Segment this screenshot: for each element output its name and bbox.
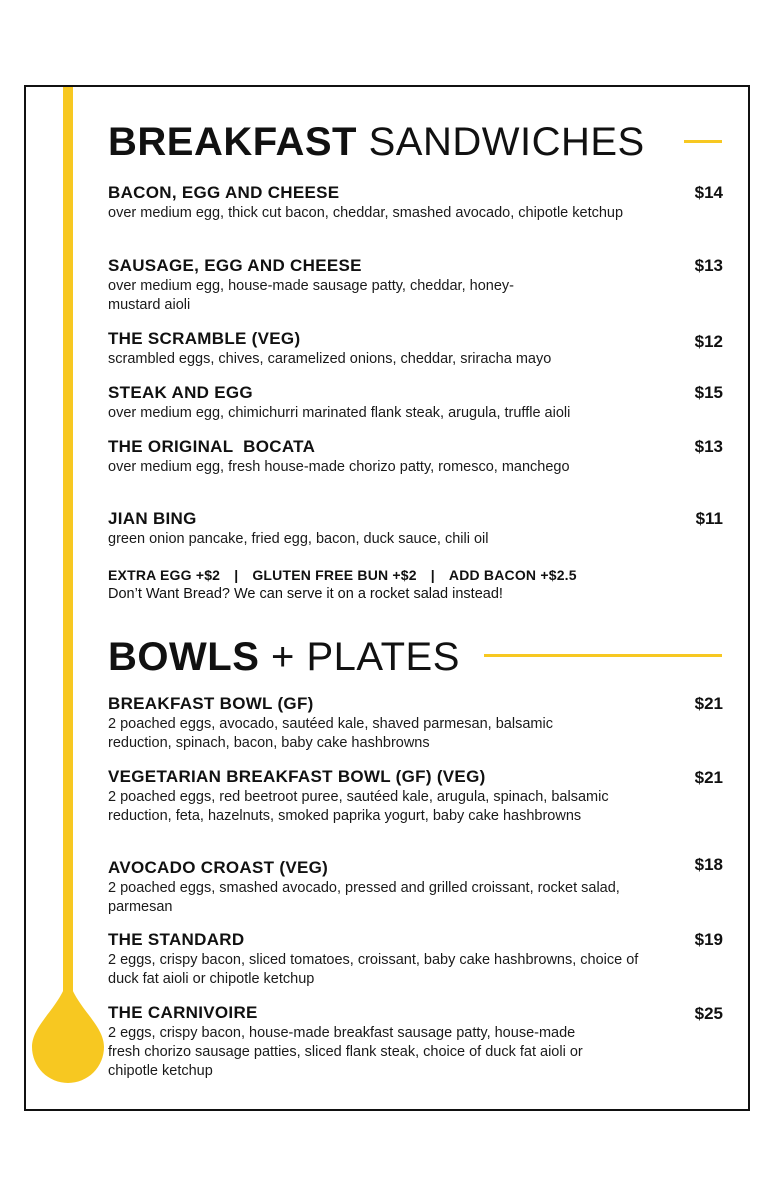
menu-item	[108, 855, 723, 917]
item-description: scrambled eggs, chives, caramelized onions, cheddar, sriracha mayo	[108, 351, 552, 367]
menu-item	[108, 183, 723, 223]
extra-option: ADD BACON +$2.5	[448, 567, 577, 583]
section-title-bowls-plates	[108, 637, 460, 677]
item-description: over medium egg, house-made sausage patty, cheddar, honey-mustard aioli	[108, 278, 514, 313]
section-title-bold: BREAKFAST	[108, 120, 357, 164]
extras-note: Don’t Want Bread? We can serve it on a rocket salad instead!	[108, 586, 503, 602]
menu-item	[108, 767, 723, 826]
item-name: STEAK AND EGG	[108, 383, 253, 402]
item-description: 2 poached eggs, smashed avocado, pressed and grilled croissant, rocket salad, parmesan	[108, 880, 620, 915]
yellow-drip-drop-icon	[32, 975, 104, 1083]
menu-item	[108, 509, 723, 549]
item-name: JIAN BING	[108, 509, 197, 528]
section-title-breakfast-sandwiches	[108, 122, 645, 162]
yellow-drip-line	[63, 87, 73, 1002]
menu-item	[108, 329, 723, 369]
item-name: AVOCADO CROAST (VEG)	[108, 858, 329, 877]
item-price: $12	[694, 332, 723, 351]
item-name: THE ORIGINAL BOCATA	[108, 437, 316, 456]
extras-separator: |	[430, 567, 435, 583]
extra-option: EXTRA EGG +$2	[108, 567, 221, 583]
item-price: $21	[694, 768, 723, 787]
menu-item	[108, 256, 723, 315]
item-name: THE SCRAMBLE (VEG)	[108, 329, 301, 348]
extra-option: GLUTEN FREE BUN +$2	[252, 567, 417, 583]
item-price: $19	[694, 930, 723, 949]
item-description: 2 poached eggs, red beetroot puree, sautéed kale, arugula, spinach, balsamic reduction, feta, hazelnuts, smoked paprika yogurt, baby cake hashbrowns	[108, 789, 609, 824]
item-price: $15	[694, 383, 723, 402]
item-description: 2 eggs, crispy bacon, sliced tomatoes, croissant, baby cake hashbrowns, choice of duck fat aioli or chipotle ketchup	[108, 952, 639, 987]
item-price: $18	[694, 855, 723, 874]
item-name: THE CARNIVOIRE	[108, 1003, 258, 1022]
item-name: BACON, EGG AND CHEESE	[108, 183, 340, 202]
heading-rule	[684, 140, 722, 143]
item-description: over medium egg, chimichurri marinated flank steak, arugula, truffle aioli	[108, 405, 571, 421]
item-name: VEGETARIAN BREAKFAST BOWL (GF) (VEG)	[108, 767, 486, 786]
section-title-light: SANDWICHES	[368, 120, 645, 164]
menu-item	[108, 437, 723, 477]
menu-item	[108, 383, 723, 423]
item-description: 2 eggs, crispy bacon, house-made breakfast sausage patty, house-made fresh chorizo sausage patties, sliced flank steak, choice of duck fat aioli or chipotle ketchup	[108, 1025, 583, 1079]
item-description: green onion pancake, fried egg, bacon, duck sauce, chili oil	[108, 531, 489, 547]
item-description: 2 poached eggs, avocado, sautéed kale, shaved parmesan, balsamic reduction, spinach, bacon, baby cake hashbrowns	[108, 716, 553, 751]
section-title-bold: BOWLS	[108, 635, 260, 679]
item-price: $13	[694, 256, 723, 275]
section-title-light: + PLATES	[271, 635, 460, 679]
extras-block	[108, 566, 723, 604]
item-price: $11	[695, 509, 723, 528]
item-price: $14	[694, 183, 723, 202]
item-price: $13	[694, 437, 723, 456]
item-price: $21	[694, 694, 723, 713]
heading-rule	[484, 654, 722, 657]
item-name: THE STANDARD	[108, 930, 245, 949]
item-price: $25	[694, 1004, 723, 1023]
menu-item	[108, 1003, 723, 1081]
menu-item	[108, 930, 723, 989]
menu-item	[108, 694, 723, 753]
item-name: BREAKFAST BOWL (GF)	[108, 694, 314, 713]
item-name: SAUSAGE, EGG AND CHEESE	[108, 256, 362, 275]
extras-options	[108, 566, 723, 585]
item-description: over medium egg, thick cut bacon, cheddar, smashed avocado, chipotle ketchup	[108, 205, 624, 221]
item-description: over medium egg, fresh house-made chorizo patty, romesco, manchego	[108, 459, 570, 475]
extras-separator: |	[234, 567, 239, 583]
